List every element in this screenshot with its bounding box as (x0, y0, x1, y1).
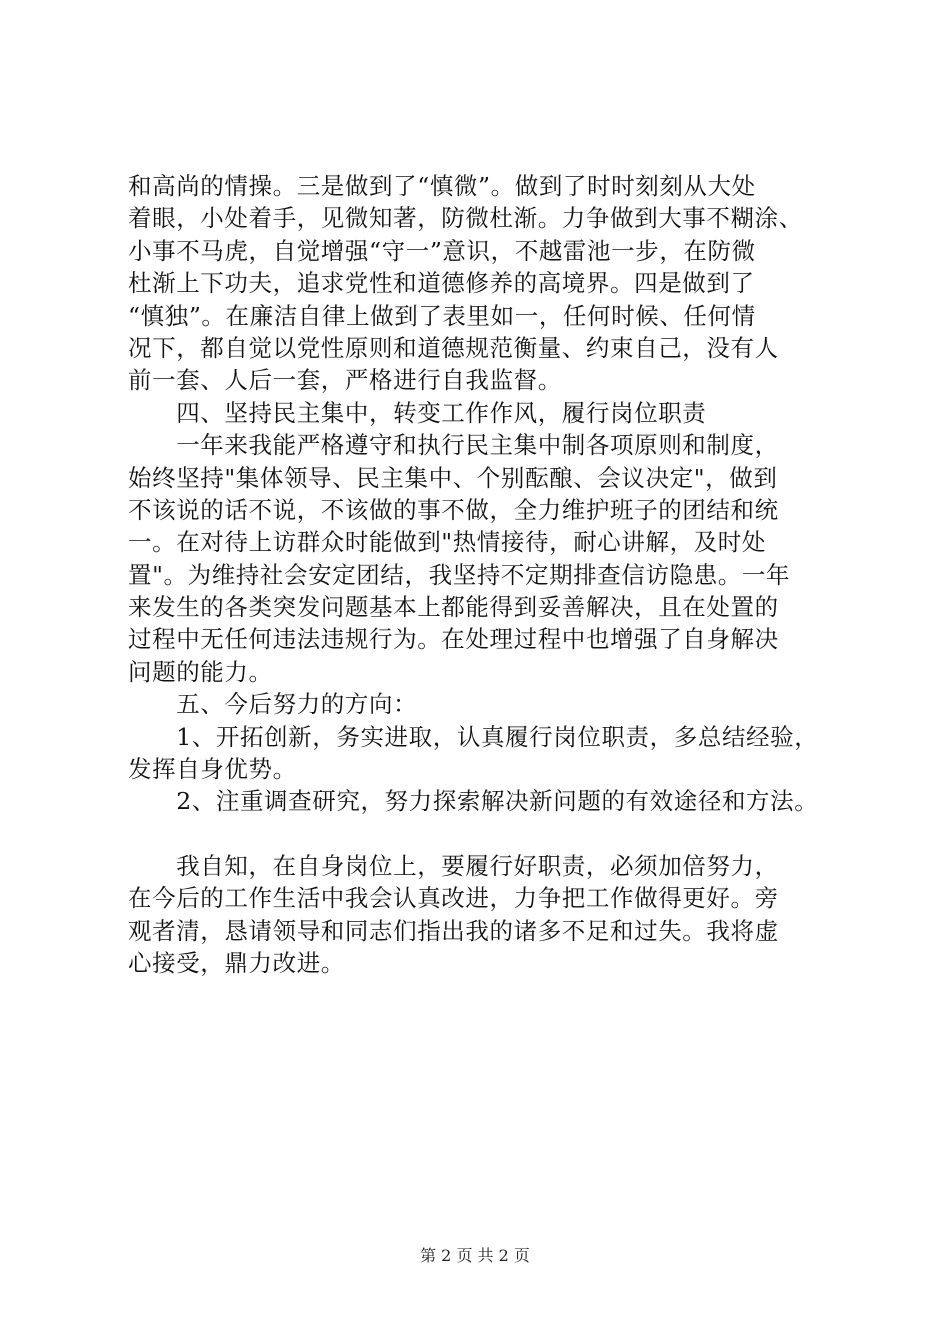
text-line: 我自知，在自身岗位上，要履行好职责，必须加倍努力， (128, 851, 779, 880)
text-line: 杜渐上下功夫，追求党性和道德修养的高境界。四是做到了 (128, 269, 755, 298)
text-line: 问题的能力。 (128, 657, 273, 686)
text-line: 和高尚的情操。三是做到了“慎微”。做到了时时刻刻从大处 (128, 172, 756, 200)
text-line: 一。在对待上访群众时能做到"热情接待，耐心讲解，及时处 (128, 528, 767, 557)
blank-line (128, 818, 848, 850)
text-line: 过程中无任何违法违规行为。在处理过程中也增强了自身解决 (128, 625, 779, 654)
text-line: 在今后的工作生活中我会认真改进，力争把工作做得更好。旁 (128, 884, 779, 913)
text-line: 发挥自身优势。 (128, 755, 297, 784)
text-line: 观者清，恳请领导和同志们指出我的诸多不足和过失。我将虚 (128, 916, 779, 945)
text-line: 置"。为维持社会安定团结，我坚持不定期排查信访隐患。一年 (128, 560, 791, 589)
text-line: 小事不马虎，自觉增强“守一”意识，不越雷池一步，在防微 (128, 236, 756, 265)
text-line: 着眼，小处着手，见微知著，防微杜渐。力争做到大事不糊涂、 (128, 204, 803, 233)
text-line: 不该说的话不说，不该做的事不做，全力维护班子的团结和统 (128, 495, 779, 524)
text-line: 来发生的各类突发问题基本上都能得到妥善解决，且在处置的 (128, 593, 779, 622)
list-item: 2、注重调查研究，努力探索解决新问题的有效途径和方法。 (128, 787, 819, 816)
text-line: 始终坚持"集体领导、民主集中、个别酝酿、会议决定"，做到 (128, 463, 778, 492)
section-heading: 五、今后努力的方向： (128, 690, 418, 719)
page-footer: 第 2 页 共 2 页 (420, 1246, 530, 1265)
text-line: 心接受，鼎力改进。 (128, 948, 345, 977)
section-heading: 四、坚持民主集中，转变工作作风，履行岗位职责 (128, 398, 707, 427)
text-line: 况下，都自觉以党性原则和道德规范衡量、约束自己，没有人 (128, 333, 779, 362)
list-item: 1、开拓创新，务实进取，认真履行岗位职责，多总结经验， (128, 722, 819, 751)
text-line: 前一套、人后一套，严格进行自我监督。 (128, 366, 562, 395)
text-line: 一年来我能严格遵守和执行民主集中制各项原则和制度， (128, 431, 779, 460)
text-line: “慎独”。在廉洁自律上做到了表里如一，任何时候、任何情 (128, 301, 756, 330)
document-body (128, 170, 848, 979)
